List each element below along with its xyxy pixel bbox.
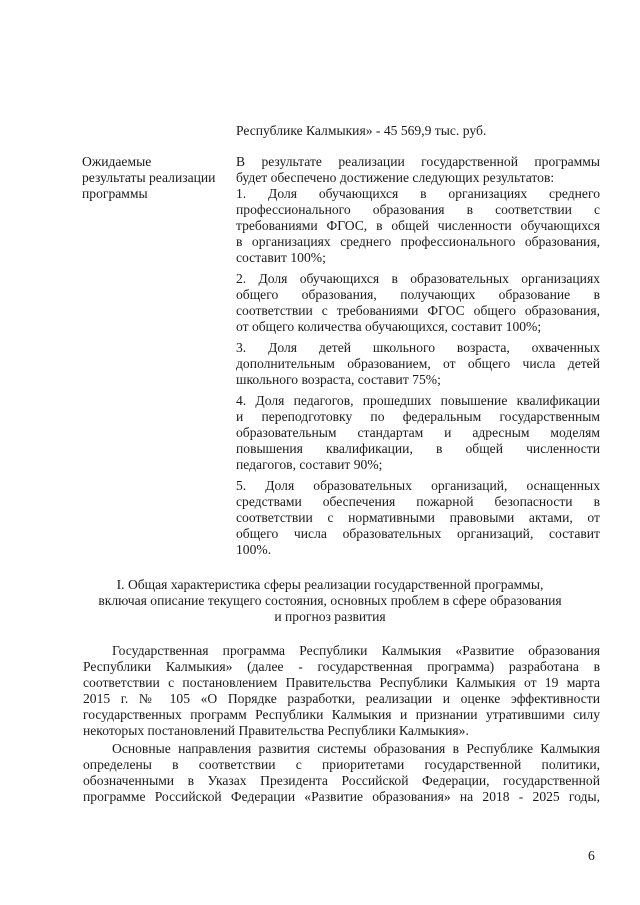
row-value-line: В результате реализации государственной программы	[236, 154, 600, 169]
row-value-line: требованиями ФГОС, в общей численности обучающихся	[236, 218, 600, 233]
page-number: 6	[588, 848, 595, 863]
section-title-line: I. Общая характеристика сферы реализации государственной программы,	[116, 577, 544, 592]
paragraph-line: обозначенными в Указах Президента Российской Федерации, государственной	[83, 773, 600, 788]
row-value-line: 5. Доля образовательных организаций, оснащенных	[236, 478, 600, 493]
row-value-line: 3. Доля детей школьного возраста, охваченных	[236, 340, 600, 355]
row-value-line: соответствии с требованиями ФГОС общего образования,	[236, 303, 600, 318]
row-value-line: общего образования, получающих образование в	[236, 287, 600, 302]
row-value-line: и переподготовку по федеральным государственным	[236, 409, 600, 424]
row-value-line: общего числа образовательных организаций, составит	[236, 526, 600, 541]
row-value-line: 100%.	[236, 542, 272, 557]
paragraph-line: некоторых постановлений Правительства Республики Калмыкия».	[83, 723, 469, 738]
row-value-line: образовательным стандартам и адресным моделям	[236, 425, 600, 440]
prev-row-value-tail: Республике Калмыкия» - 45 569,9 тыс. руб.	[236, 123, 487, 138]
paragraph-line: определены в соответствии с приоритетами государственной политики,	[83, 757, 600, 772]
row-value-line: профессионального образования в соответствии с	[236, 202, 600, 217]
row-value-line: повышения квалификации, в общей численности	[236, 441, 600, 456]
row-value-line: составит 100%;	[236, 250, 326, 265]
row-value-line: 1. Доля обучающихся в организациях среднего	[236, 186, 600, 201]
row-value-line: дополнительным образованием, от общего числа детей	[236, 356, 600, 371]
row-value-line: 4. Доля педагогов, прошедших повышение квалификации	[236, 393, 600, 408]
paragraph-line: Республики Калмыкия» (далее - государственная программа) разработана в	[83, 659, 600, 674]
section-title-line: включая описание текущего состояния, основных проблем в сфере образования	[98, 593, 562, 608]
row-value-line: от общего количества обучающихся, составит 100%;	[236, 319, 542, 334]
paragraph-line: Основные направления развития системы образования в Республике Калмыкия	[112, 741, 600, 756]
row-label-line: Ожидаемые	[82, 154, 152, 169]
row-value-line: соответствии с нормативными правовыми актами, от	[236, 510, 600, 525]
row-value-line: в организациях среднего профессионального образования,	[236, 234, 600, 249]
row-value-line: будет обеспечено достижение следующих результатов:	[236, 170, 555, 185]
row-label-line: программы	[82, 186, 148, 201]
row-value-line: средствами обеспечения пожарной безопасности в	[236, 494, 600, 509]
paragraph-line: государственных программ Республики Калмыкия и признании утратившими силу	[83, 707, 600, 722]
paragraph-line: соответствии с постановлением Правительства Республики Калмыкия от 19 марта	[83, 675, 600, 690]
row-value-line: 2. Доля обучающихся в образовательных организациях	[236, 271, 600, 286]
row-value-line: педагогов, составит 90%;	[236, 457, 383, 472]
row-label-line: результаты реализации	[82, 170, 216, 185]
section-title-line: и прогноз развития	[274, 609, 386, 624]
paragraph-line: программе Российской Федерации «Развитие образования» на 2018 - 2025 годы,	[83, 789, 600, 804]
row-value-line: школьного возраста, составит 75%;	[236, 372, 441, 387]
paragraph-line: 2015 г. № 105 «О Порядке разработки, реализации и оценке эффективности	[83, 691, 600, 706]
paragraph-line: Государственная программа Республики Калмыкия «Развитие образования	[112, 643, 600, 658]
